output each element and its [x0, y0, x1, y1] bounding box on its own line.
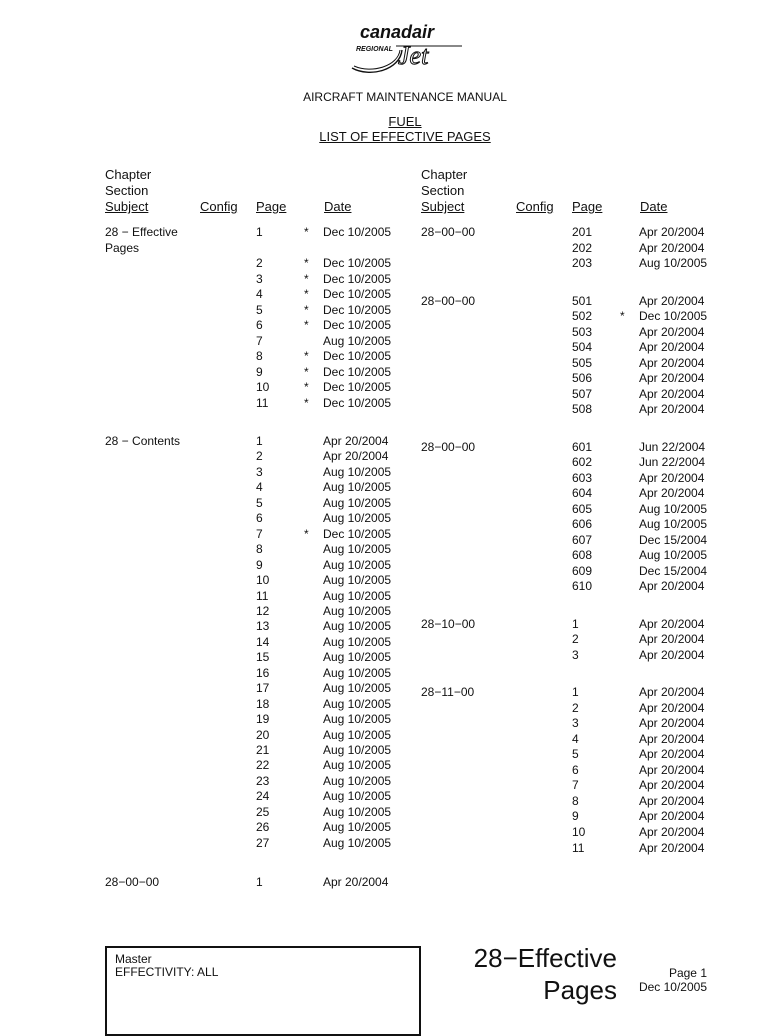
right-subject-28-11-00: 28−11−00: [421, 685, 475, 699]
left-header-config: Config: [200, 199, 238, 214]
page-date: Apr 20/2004: [639, 340, 705, 355]
page-date: Apr 20/2004: [639, 700, 705, 715]
page-date: Aug 10/2005: [323, 634, 392, 649]
page-date: Apr 20/2004: [639, 240, 705, 255]
page-number: 26: [256, 820, 270, 835]
page-date: Apr 20/2004: [639, 225, 705, 239]
page-date: Apr 20/2004: [323, 875, 389, 889]
page-date: Dec 10/2005: [323, 396, 392, 410]
left-header-section: Section: [105, 183, 149, 198]
revision-star: *: [304, 272, 309, 286]
page-date: Aug 10/2005: [323, 820, 392, 835]
page-number: 9: [256, 557, 263, 572]
footer-page-date: Dec 10/2005: [638, 980, 707, 994]
page-date: Apr 20/2004: [639, 617, 705, 631]
page-number: 24: [256, 789, 270, 804]
page-date: Dec 10/2005: [639, 309, 708, 324]
page-date: Apr 20/2004: [639, 579, 705, 594]
page-date: Aug 10/2005: [323, 789, 392, 804]
page-number: 502: [572, 309, 593, 324]
right-header-chapter: Chapter: [421, 167, 468, 182]
page-date: Aug 10/2005: [323, 727, 392, 742]
page-number: 16: [256, 665, 270, 680]
page-date: Dec 10/2005: [323, 225, 392, 239]
page-date: Apr 20/2004: [639, 470, 705, 485]
revision-star: *: [304, 365, 309, 379]
page-number: 1: [572, 617, 579, 631]
page-number: 3: [256, 272, 263, 286]
left-subject-28-00-00: 28−00−00: [105, 875, 160, 889]
page-number: 201: [572, 225, 593, 239]
page-number: 506: [572, 371, 593, 386]
page-number: 1: [572, 685, 579, 699]
page-number: 8: [572, 793, 579, 808]
left-header-page: Page: [256, 199, 287, 214]
revision-star: *: [304, 287, 309, 301]
page-number: 605: [572, 501, 593, 516]
page-number: 1: [256, 434, 263, 448]
master-label: Master: [115, 952, 152, 966]
page-number: 607: [572, 532, 593, 547]
page-date: Aug 10/2005: [323, 650, 392, 665]
effectivity-box: [105, 946, 421, 1036]
chapter-title: FUEL: [388, 114, 422, 129]
revision-star: *: [304, 256, 309, 270]
page-date: Dec 15/2004: [639, 563, 708, 578]
page-date: Aug 10/2005: [323, 557, 392, 572]
page-date: Apr 20/2004: [639, 294, 705, 308]
page-date: Apr 20/2004: [639, 486, 705, 501]
page-number: 2: [256, 256, 263, 270]
right-subject-28-00-00-200: 28−00−00: [421, 225, 476, 239]
revision-star: *: [304, 380, 309, 394]
page-number: 202: [572, 240, 593, 255]
page-number: 2: [572, 700, 579, 715]
page-number: 21: [256, 743, 270, 757]
page-number: 11: [256, 396, 269, 410]
logo-brand: canadair: [360, 22, 435, 42]
left-header-chapter: Chapter: [105, 167, 152, 182]
page-date: Aug 10/2005: [323, 573, 392, 588]
page-date: Aug 10/2005: [639, 501, 708, 516]
right-subject-28-00-00-600: 28−00−00: [421, 440, 476, 454]
page-date: Apr 20/2004: [639, 402, 705, 417]
page-date: Aug 10/2005: [639, 517, 708, 532]
footer-chapter-title-line2: Pages: [543, 975, 617, 1005]
page-number: 2: [572, 632, 579, 647]
page-date: Aug 10/2005: [323, 588, 392, 603]
right-header-config: Config: [516, 199, 554, 214]
page-number: 12: [256, 603, 270, 618]
page-date: Apr 20/2004: [639, 355, 705, 370]
page-number: 10: [256, 380, 270, 394]
page-number: 7: [256, 334, 263, 348]
page-date: Dec 10/2005: [323, 365, 392, 379]
page-date: Apr 20/2004: [639, 632, 705, 647]
page-date: Aug 10/2005: [323, 835, 392, 850]
page-date: Apr 20/2004: [639, 716, 705, 731]
page-number: 507: [572, 386, 593, 401]
page-number: 8: [256, 542, 263, 557]
footer-chapter-title-line1: 28−Effective: [473, 943, 617, 973]
page-date: Dec 10/2005: [323, 287, 392, 301]
page-number: 22: [256, 758, 270, 773]
page-number: 3: [572, 716, 579, 731]
page-number: 505: [572, 355, 593, 370]
page-number: 5: [572, 747, 579, 762]
page-date: Dec 15/2004: [639, 532, 708, 547]
page-number: 608: [572, 548, 593, 563]
page-date: Jun 22/2004: [639, 455, 706, 470]
page-date: Aug 10/2005: [323, 542, 392, 557]
page-date: Apr 20/2004: [639, 762, 705, 777]
page-number: 6: [256, 511, 263, 526]
page-number: 4: [256, 480, 263, 495]
page-number: 9: [256, 365, 263, 379]
page-date: Jun 22/2004: [639, 440, 706, 454]
page-number: 15: [256, 650, 270, 665]
page-date: Apr 20/2004: [639, 386, 705, 401]
page-number: 19: [256, 712, 270, 727]
page-date: Aug 10/2005: [323, 743, 392, 757]
page-date: Aug 10/2005: [323, 511, 392, 526]
page-date: Apr 20/2004: [639, 778, 705, 793]
page-number: 504: [572, 340, 593, 355]
page-number: 13: [256, 619, 270, 634]
page-date: Aug 10/2005: [323, 681, 392, 696]
page-number: 508: [572, 402, 593, 417]
right-header-section: Section: [421, 183, 465, 198]
page-date: Apr 20/2004: [323, 434, 389, 448]
page-number: 7: [256, 526, 263, 541]
page-number: 14: [256, 634, 270, 649]
page-number: 503: [572, 324, 593, 339]
page-number: 25: [256, 804, 270, 819]
page-number: 10: [256, 573, 270, 588]
right-subject-28-00-00-500: 28−00−00: [421, 294, 476, 308]
left-header-date: Date: [324, 199, 352, 214]
page-number: 23: [256, 773, 270, 788]
page-date: Dec 10/2005: [323, 318, 392, 332]
page-number: 4: [256, 287, 263, 301]
page-number: 601: [572, 440, 593, 454]
right-header-date: Date: [640, 199, 668, 214]
page-number: 604: [572, 486, 593, 501]
page-date: Apr 20/2004: [323, 449, 389, 464]
page-date: Apr 20/2004: [639, 747, 705, 762]
page-date: Aug 10/2005: [323, 696, 392, 711]
page-number: 501: [572, 294, 593, 308]
page-number: 20: [256, 727, 270, 742]
left-header-chapter-section-subject: [105, 167, 151, 215]
effectivity-label: EFFECTIVITY: ALL: [115, 965, 219, 979]
page-date: Apr 20/2004: [639, 324, 705, 339]
right-header-subject: Subject: [421, 199, 465, 214]
manual-title: AIRCRAFT MAINTENANCE MANUAL: [303, 90, 507, 104]
page-number: 11: [572, 840, 585, 855]
page-number: 18: [256, 696, 270, 711]
page-number: 9: [572, 809, 579, 824]
page-date: Apr 20/2004: [639, 840, 705, 855]
page-number: 5: [256, 495, 263, 510]
page-number: 203: [572, 256, 593, 270]
logo-regional: REGIONAL: [356, 46, 393, 53]
left-header-subject: Subject: [105, 199, 149, 214]
page-number: 3: [256, 464, 263, 479]
page-number: 610: [572, 579, 593, 594]
left-subject-effective-pages: 28 − Effective Pages: [105, 225, 178, 255]
page-number: 6: [256, 318, 263, 332]
page-number: 3: [572, 647, 579, 662]
left-subject-contents: 28 − Contents: [105, 434, 181, 448]
revision-star: *: [304, 526, 309, 541]
page-date: Apr 20/2004: [639, 685, 705, 699]
page-number: 27: [256, 835, 270, 850]
page-date: Apr 20/2004: [639, 824, 705, 839]
page-date: Aug 10/2005: [639, 548, 708, 563]
page-date: Aug 10/2005: [323, 480, 392, 495]
page-number: 2: [256, 449, 263, 464]
revision-star: *: [304, 318, 309, 332]
revision-star: *: [304, 349, 309, 363]
page-date: Dec 10/2005: [323, 526, 392, 541]
page-number: 603: [572, 470, 593, 485]
page-date: Dec 10/2005: [323, 256, 392, 270]
revision-star: *: [304, 225, 309, 239]
page-date: Aug 10/2005: [323, 758, 392, 773]
page-date: Aug 10/2005: [323, 804, 392, 819]
page-number: 609: [572, 563, 593, 578]
page-number: 5: [256, 303, 263, 317]
page-date: Aug 10/2005: [323, 603, 392, 618]
page-number: 1: [256, 875, 263, 889]
page-date: Dec 10/2005: [323, 349, 392, 363]
page-number: 8: [256, 349, 263, 363]
section-title: LIST OF EFFECTIVE PAGES: [319, 129, 491, 144]
page-date: Aug 10/2005: [323, 464, 392, 479]
page-date: Aug 10/2005: [323, 334, 392, 348]
page-date: Dec 10/2005: [323, 272, 392, 286]
revision-star: *: [304, 396, 309, 410]
page-date: Apr 20/2004: [639, 809, 705, 824]
logo-jet: Jet: [398, 41, 429, 70]
page-date: Aug 10/2005: [323, 495, 392, 510]
footer-page-number: Page 1: [668, 966, 707, 980]
page-number: 11: [256, 588, 269, 603]
page-date: Apr 20/2004: [639, 371, 705, 386]
page-number: 17: [256, 681, 270, 696]
page-date: Dec 10/2005: [323, 380, 392, 394]
page-date: Aug 10/2005: [323, 712, 392, 727]
page-date: Aug 10/2005: [323, 665, 392, 680]
page-number: 6: [572, 762, 579, 777]
revision-star: *: [304, 303, 309, 317]
page-date: Aug 10/2005: [639, 256, 708, 270]
page-number: 602: [572, 455, 593, 470]
revision-star: *: [620, 309, 625, 324]
page-number: 10: [572, 824, 586, 839]
page-number: 4: [572, 731, 579, 746]
page-date: Dec 10/2005: [323, 303, 392, 317]
page-date: Apr 20/2004: [639, 731, 705, 746]
page-number: 606: [572, 517, 593, 532]
page-date: Apr 20/2004: [639, 793, 705, 808]
page-number: 1: [256, 225, 263, 239]
page-date: Aug 10/2005: [323, 773, 392, 788]
page-date: Aug 10/2005: [323, 619, 392, 634]
right-header-page: Page: [572, 199, 603, 214]
page-number: 7: [572, 778, 579, 793]
right-header-chapter-section-subject: [421, 167, 467, 215]
canadair-regional-jet-logo: [340, 20, 470, 78]
right-subject-28-10-00: 28−10−00: [421, 617, 476, 631]
page-date: Apr 20/2004: [639, 647, 705, 662]
